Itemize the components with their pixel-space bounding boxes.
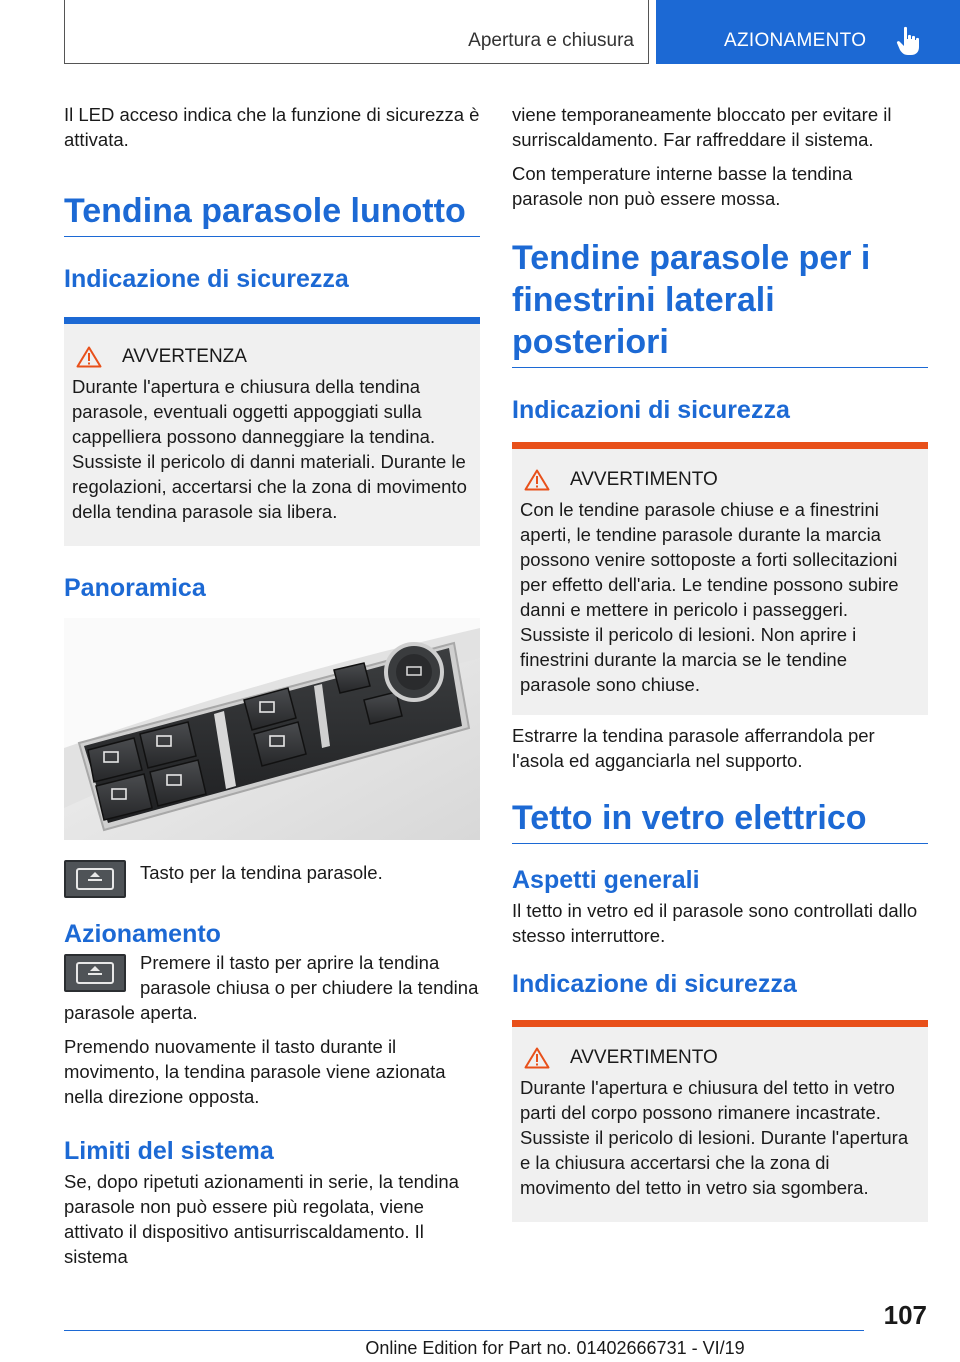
warning-title-row: [72, 346, 472, 368]
sunblind-button-icon: [64, 860, 126, 898]
warning-triangle-icon: [524, 469, 550, 491]
footer-edition: Online Edition for Part no. 01402666731 - VI/19: [365, 1338, 745, 1358]
page-number: 107: [883, 1300, 927, 1330]
header-section-box: [64, 0, 649, 64]
subheading-system-limits: Limiti del sistema: [64, 1137, 274, 1165]
subheading-general: Aspetti generali: [512, 866, 700, 894]
sunblind-button-icon: [64, 954, 126, 992]
operation-paragraph-2: Premendo nuovamente il tasto durante il movimento, la tendina parasole viene azionata nella direzione opposta.: [64, 1036, 446, 1107]
operation-block: [64, 950, 480, 1034]
right-column: [512, 102, 928, 1222]
header-chapter-tab[interactable]: [656, 0, 960, 64]
pointing-hand-icon: [896, 26, 922, 56]
warning-text: Durante l'apertura e chiusura della tendina parasole, eventuali oggetti appoggiati sulla cappelliera possono danneggiare la tendina. Sussiste il pericolo di danni materiali. Durante le regolazioni, accertarsi che la zona di movimento della tendina parasole sia libera.: [72, 376, 467, 522]
warning-triangle-icon: [524, 1047, 550, 1069]
general-paragraph: Il tetto in vetro ed il parasole sono controllati dallo stesso interruttore.: [512, 900, 918, 946]
subheading-overview: Panoramica: [64, 574, 206, 602]
limits-paragraph: Se, dopo ripetuti azionamenti in serie, la tendina parasole non può essere più regolata, viene attivato il dispositivo antisurriscaldamento. Il sistema: [64, 1171, 459, 1267]
warning-text: Con le tendine parasole chiuse e a finestrini aperti, le tendine parasole durante la marcia possono venire sottoposte a forti sollecitazioni per effetto dell'aria. Le tendine possono subire danni e mettere in pericolo i passeggeri. Sussiste il pericolo di lesioni. Non aprire i finestrini durante la marcia se le tendine parasole sono chiuse.: [520, 499, 899, 695]
warning-title-row: [520, 1047, 920, 1069]
switch-panel-illustration: [64, 618, 480, 840]
header-section-title: Apertura e chiusura: [468, 30, 634, 51]
key-caption: Tasto per la tendina parasole.: [140, 862, 383, 883]
left-column: [64, 102, 480, 1278]
footer-rule: [64, 1330, 864, 1331]
warning-title: AVVERTIMENTO: [570, 469, 718, 490]
operation-paragraph-1: Premere il tasto per aprire la tendina parasole chiusa o per chiudere la tendina parasole aperta.: [64, 952, 479, 1023]
subheading-safety: Indicazione di sicurezza: [64, 265, 349, 293]
warning-title: AVVERTIMENTO: [570, 1047, 718, 1068]
section-title-rear-sunblind: Tendina parasole lunotto: [64, 190, 480, 237]
section-title-side-sunblinds: Tendine parasole per i finestrini laterali posteriori: [512, 237, 928, 368]
intro-paragraph: Il LED acceso indica che la funzione di sicurezza è attivata.: [64, 104, 480, 150]
warning-box-avvertimento-1: [512, 442, 928, 715]
header-chapter-label: AZIONAMENTO: [724, 30, 867, 51]
subheading-safety-notes: Indicazioni di sicurezza: [512, 396, 790, 424]
subheading-operation: Azionamento: [64, 920, 221, 948]
continued-paragraph-1: viene temporaneamente bloccato per evitare il surriscaldamento. Far raffreddare il sistema.: [512, 104, 892, 150]
key-caption-row: [64, 860, 480, 898]
warning-title-row: [520, 469, 920, 491]
warning-triangle-icon: [76, 346, 102, 368]
pull-paragraph: Estrarre la tendina parasole afferrandola per l'asola ed agganciarla nel supporto.: [512, 725, 875, 771]
warning-box-avvertimento-2: [512, 1020, 928, 1222]
warning-box-avvertenza: [64, 317, 480, 546]
warning-title: AVVERTENZA: [122, 346, 247, 367]
continued-paragraph-2: Con temperature interne basse la tendina parasole non può essere mossa.: [512, 163, 853, 209]
section-title-glass-roof: Tetto in vetro elettrico: [512, 797, 928, 844]
subheading-safety-2: Indicazione di sicurezza: [512, 970, 797, 998]
switch-panel-photo: [64, 618, 480, 840]
warning-text: Durante l'apertura e chiusura del tetto in vetro parti del corpo possono rimanere incastrate. Sussiste il pericolo di lesioni. Durante l'apertura e la chiusura accertarsi che la zona di movimento del tetto in vetro sia sgombera.: [520, 1077, 909, 1198]
